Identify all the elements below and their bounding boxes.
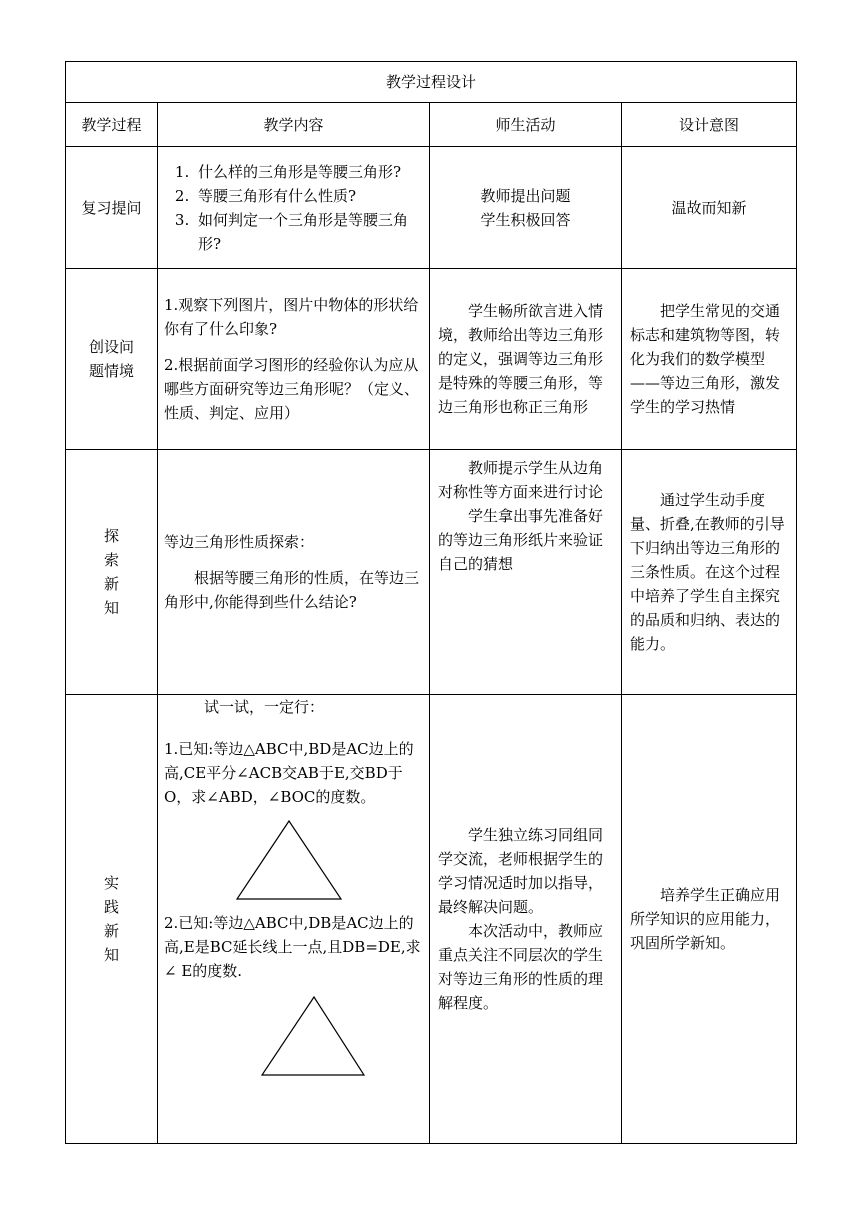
header-activity: 师生活动 xyxy=(430,103,622,147)
stage-char: 知 xyxy=(103,946,119,964)
intent-paragraph: 把学生常见的交通标志和建筑物等图，转化为我们的数学模型——等边三角形，激发学生的学习热情 xyxy=(630,302,781,416)
activity-paragraph: 本次活动中，教师应重点关注不同层次的学生对等边三角形的性质的理解程度。 xyxy=(438,922,604,1012)
intent-cell xyxy=(622,269,797,450)
activity-line: 学生积极回答 xyxy=(480,210,571,229)
activity-cell xyxy=(430,695,622,1144)
exercise-2: 2.已知:等边△ABC中,DB是AC边上的高,E是BC延长线上一点,且DB=DE,求∠ E的度数. xyxy=(164,914,421,980)
stage-line: 题情境 xyxy=(88,362,134,380)
triangle-figure-1 xyxy=(164,813,422,903)
table-title: 教学过程设计 xyxy=(66,62,797,103)
content-paragraph: 根据等腰三角形的性质，在等边三角形中,你能得到些什么结论? xyxy=(164,569,420,611)
stage-line: 创设问 xyxy=(88,338,134,356)
stage-char: 践 xyxy=(103,898,119,916)
intent-cell xyxy=(622,695,797,1144)
stage-cell: 复习提问 xyxy=(66,147,158,269)
header-intent: 设计意图 xyxy=(622,103,797,147)
triangle-figure-2 xyxy=(164,989,422,1079)
lesson-plan-table xyxy=(65,61,797,1144)
stage-char: 新 xyxy=(103,575,119,593)
activity-cell xyxy=(430,269,622,450)
content-paragraph: 2.根据前面学习图形的经验你认为应从哪些方面研究等边三角形呢？（定义、性质、判定、应用） xyxy=(164,356,420,422)
content-cell xyxy=(158,450,430,695)
content-lead: 试一试，一定行： xyxy=(204,698,325,716)
stage-char: 新 xyxy=(103,922,119,940)
table-row xyxy=(66,450,797,695)
exercise-1: 1.已知:等边△ABC中,BD是AC边上的高,CE平分∠ACB交AB于E,交BD于O，求∠ABD，∠BOC的度数。 xyxy=(164,740,414,806)
stage-char: 索 xyxy=(103,551,119,569)
activity-paragraph: 学生拿出事先准备好的等边三角形纸片来验证自己的猜想 xyxy=(438,507,604,573)
activity-cell xyxy=(430,450,622,695)
header-content: 教学内容 xyxy=(158,103,430,147)
activity-cell xyxy=(430,147,622,269)
content-paragraph: 1.观察下列图片，图片中物体的形状给你有了什么印象? xyxy=(164,296,419,338)
activity-line: 教师提出问题 xyxy=(480,186,571,205)
table-row xyxy=(66,695,797,1144)
activity-paragraph: 学生畅所欲言进入情境，教师给出等边三角形的定义，强调等边三角形是特殊的等腰三角形，等边三角形也称正三角形 xyxy=(438,302,604,416)
list-item: 2. 等腰三角形有什么性质? xyxy=(194,184,423,208)
stage-char: 实 xyxy=(103,874,119,892)
header-row xyxy=(66,103,797,147)
list-item: 1. 什么样的三角形是等腰三角形? xyxy=(194,160,423,184)
content-cell xyxy=(158,695,430,1144)
content-cell xyxy=(158,269,430,450)
stage-cell xyxy=(66,695,158,1144)
content-paragraph: 等边三角形性质探索： xyxy=(164,533,315,551)
stage-cell xyxy=(66,269,158,450)
table-row xyxy=(66,147,797,269)
header-stage: 教学过程 xyxy=(66,103,158,147)
stage-cell xyxy=(66,450,158,695)
activity-paragraph: 教师提示学生从边角对称性等方面来进行讨论 xyxy=(438,459,604,501)
intent-paragraph: 培养学生正确应用所学知识的应用能力，巩固所学新知。 xyxy=(630,886,781,952)
intent-cell: 温故而知新 xyxy=(622,147,797,269)
list-item: 3. 如何判定一个三角形是等腰三角形? xyxy=(194,208,423,256)
stage-char: 知 xyxy=(103,599,119,617)
table-row xyxy=(66,269,797,450)
intent-paragraph: 通过学生动手度量、折叠,在教师的引导下归纳出等边三角形的三条性质。在这个过程中培养了学生自主探究的品质和归纳、表达的能力。 xyxy=(630,491,785,653)
question-list xyxy=(164,160,423,256)
stage-char: 探 xyxy=(103,527,119,545)
content-cell xyxy=(158,147,430,269)
table-title-row xyxy=(66,62,797,103)
activity-paragraph: 学生独立练习同组同学交流，老师根据学生的学习情况适时加以指导，最终解决问题。 xyxy=(438,826,604,916)
intent-cell xyxy=(622,450,797,695)
